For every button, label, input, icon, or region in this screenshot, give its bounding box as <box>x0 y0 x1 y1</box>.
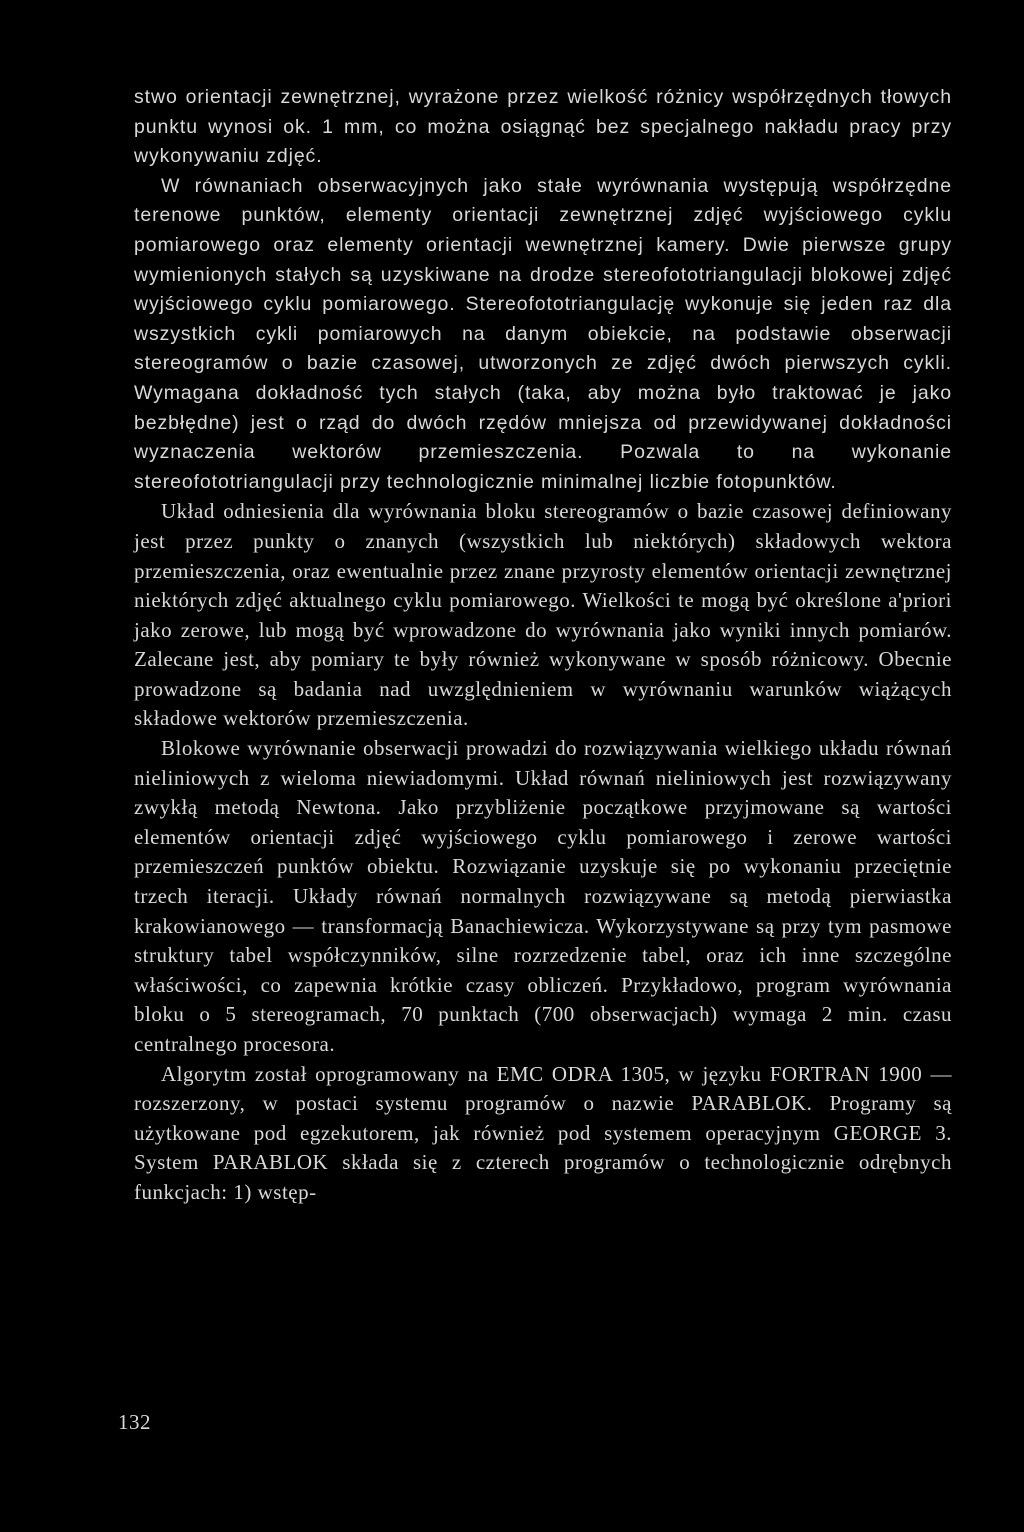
page-number: 132 <box>118 1410 151 1434</box>
paragraph-reference-system: Układ odniesienia dla wyrównania bloku stereogramów o bazie czasowej definiowany jest przez punkty o znanych (wszystkich lub niektórych) składowych wektora przemieszczenia, oraz ewentualnie przez znane przyrosty elementów orientacji zewnętrznej niektórych zdjęć aktualnego cyklu pomiarowego. Wielkości te mogą być określone a'priori jako zerowe, lub mogą być wprowadzone do wyrównania jako wyniki innych pomiarów. Zalecane jest, aby pomiary te były również wykonywane w sposób różnicowy. Obecnie prowadzone są badania nad uwzględnieniem w wyrównaniu warunków wiążących składowe wektorów przemieszczenia. <box>134 499 952 731</box>
paragraph-observation-equations: W równaniach obserwacyjnych jako stałe wyrównania występują współrzędne terenowe punktów, elementy orientacji zewnętrznej zdjęć wyjściowego cyklu pomiarowego oraz elementy orientacji wewnętrznej kamery. Dwie pierwsze grupy wymienionych stałych są uzyskiwane na drodze stereofototriangulacji blokowej zdjęć wyjściowego cyklu pomiarowego. Stereofototriangulację wykonuje się jeden raz dla wszystkich cykli pomiarowych na danym obiekcie, na podstawie obserwacji stereogramów o bazie czasowej, utworzonych ze zdjęć dwóch pierwszych cykli. Wymagana dokładność tych stałych (taka, aby można było traktować je jako bezbłędne) jest o rząd do dwóch rzędów mniejsza od przewidywanej dokładności wyznaczenia wektorów przemieszczenia. Pozwala to na wykonanie stereofototriangulacji przy technologicznie minimalnej liczbie fotopunktów. <box>134 174 952 493</box>
body-text <box>134 83 952 1208</box>
paragraph-block-adjustment: Blokowe wyrównanie obserwacji prowadzi do rozwiązywania wielkiego układu równań nieliniowych z wieloma niewiadomymi. Układ równań nieliniowych jest rozwiązywany zwykłą metodą Newtona. Jako przybliżenie początkowe przyjmowane są wartości elementów orientacji zdjęć wyjściowego cyklu pomiarowego i zerowe wartości przemieszczeń punktów obiektu. Rozwiązanie uzyskuje się po wykonaniu przeciętnie trzech iteracji. Układy równań normalnych rozwiązywane są metodą pierwiastka krakowianowego — transformacją Banachiewicza. Wykorzystywane są przy tym pasmowe struktury tabel współczynników, silne rozrzedzenie tabel, oraz ich inne szczególne właściwości, co zapewnia krótkie czasy obliczeń. Przykładowo, program wyrównania bloku o 5 stereogramach, 70 punktach (700 obserwacjach) wymaga 2 min. czasu centralnego procesora. <box>134 736 952 1056</box>
paragraph-continuation: stwo orientacji zewnętrznej, wyrażone przez wielkość różnicy współrzędnych tłowych punktu wynosi ok. 1 mm, co można osiągnąć bez specjalnego nakładu pracy przy wykonywaniu zdjęć. <box>134 86 952 168</box>
paragraph-algorithm: Algorytm został oprogramowany na EMC ODRA 1305, w języku FORTRAN 1900 — rozszerzony, w postaci systemu programów o nazwie PARABLOK. Programy są użytkowane pod egzekutorem, jak również pod systemem operacyjnym GEORGE 3. System PARABLOK składa się z czterech programów o technologicznie odrębnych funkcjach: 1) wstęp- <box>134 1061 952 1204</box>
